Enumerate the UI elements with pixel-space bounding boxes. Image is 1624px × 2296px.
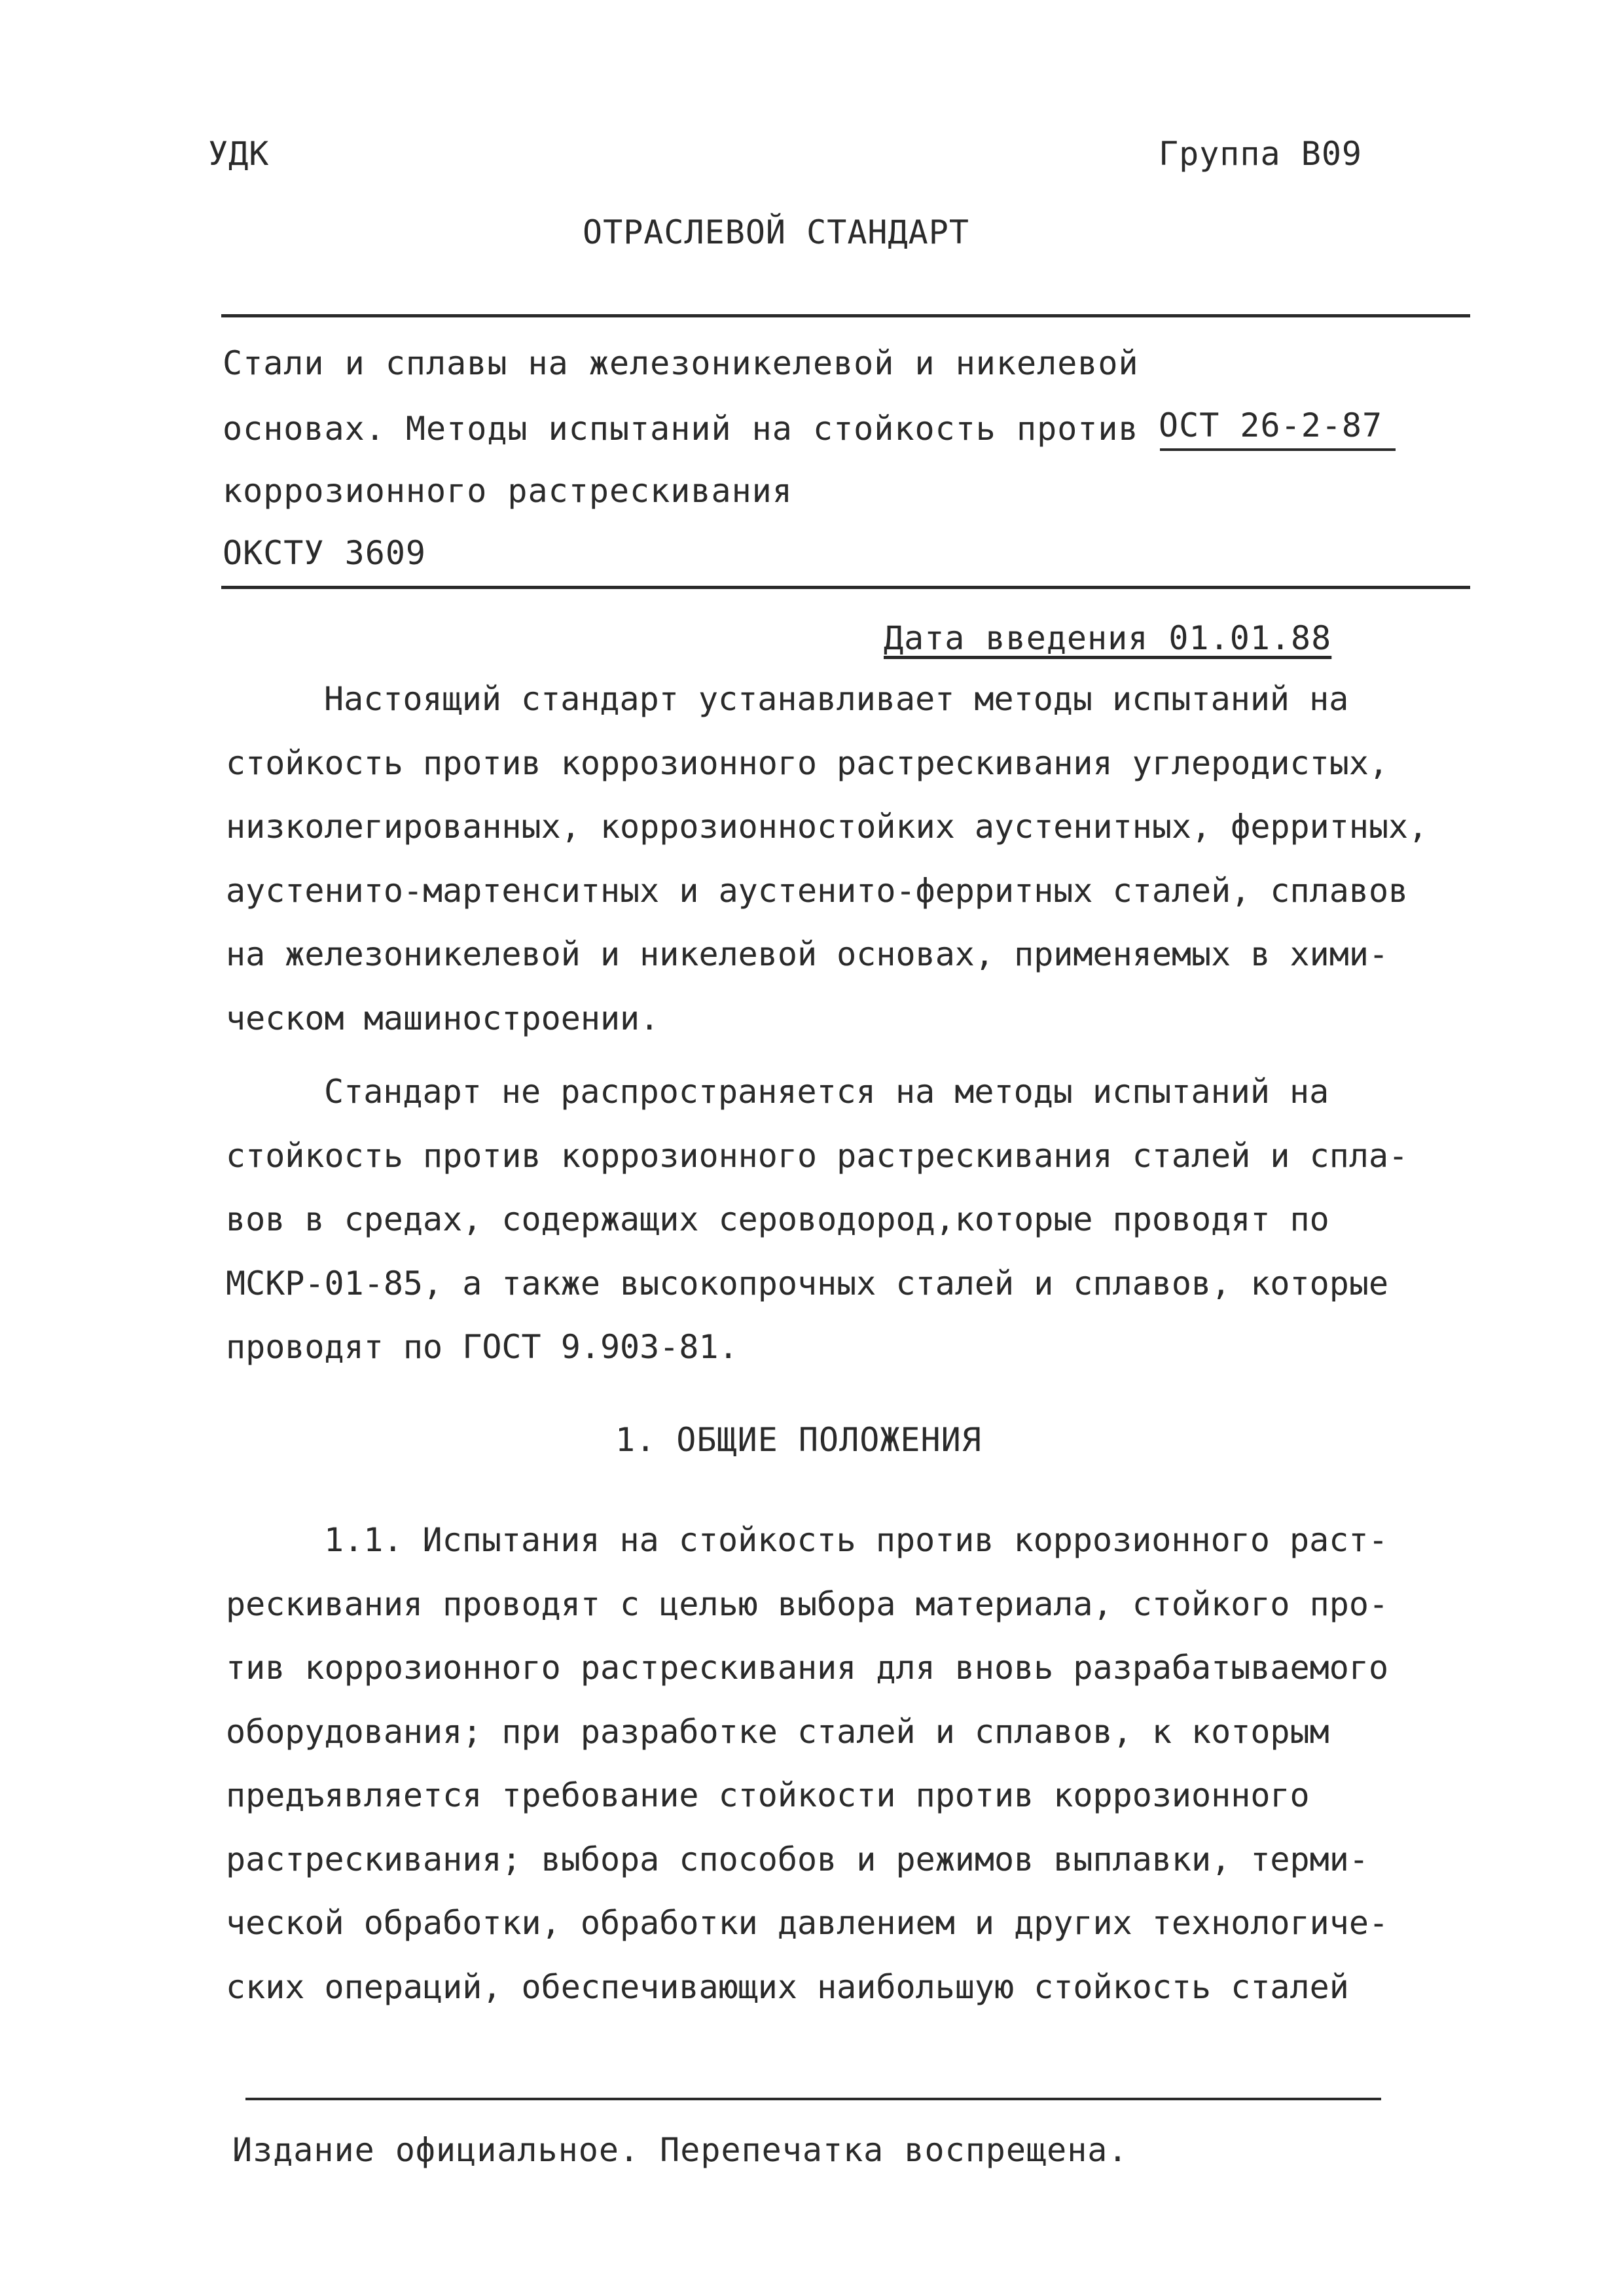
- standard-designation: ОСТ 26-2-87: [1159, 406, 1383, 444]
- paragraph-line: предъявляется требование стойкости против коррозионного: [226, 1776, 1310, 1814]
- group-label: Группа В09: [1159, 135, 1363, 173]
- paragraph-line: низколегированных, коррозионностойких аустенитных, ферритных,: [226, 808, 1428, 846]
- paragraph-line: Настоящий стандарт устанавливает методы испытаний на: [324, 680, 1349, 718]
- top-rule: [221, 314, 1470, 317]
- standard-title-line-1: Стали и сплавы на железоникелевой и никелевой: [223, 344, 1139, 382]
- paragraph-line: Стандарт не распространяется на методы испытаний на: [324, 1073, 1329, 1111]
- section-title: 1. ОБЩИЕ ПОЛОЖЕНИЯ: [615, 1421, 982, 1459]
- paragraph-line: оборудования; при разработке сталей и сплавов, к которым: [226, 1712, 1329, 1751]
- paragraph-line: стойкость против коррозионного растрескивания углеродистых,: [226, 744, 1389, 782]
- paragraph-line: проводят по ГОСТ 9.903-81.: [226, 1328, 738, 1366]
- paragraph-scope: [226, 668, 1463, 1050]
- standard-title-line-2: основах. Методы испытаний на стойкость против: [223, 410, 1139, 448]
- paragraph-line: 1.1. Испытания на стойкость против коррозионного раст-: [324, 1521, 1388, 1559]
- paragraph-line: тив коррозионного растрескивания для вновь разрабатываемого: [226, 1649, 1389, 1687]
- paragraph-exclusions: [226, 1060, 1463, 1380]
- introduction-date: Дата введения 01.01.88: [884, 619, 1332, 657]
- paragraph-line: вов в средах, содержащих сероводород,которые проводят по: [226, 1200, 1329, 1238]
- paragraph-1-1: [226, 1509, 1463, 2019]
- paragraph-line: растрескивания; выбора способов и режимов выплавки, терми-: [226, 1840, 1369, 1878]
- paragraph-line: на железоникелевой и никелевой основах, применяемых в хими-: [226, 935, 1389, 973]
- official-edition-note: Издание официальное. Перепечатка воспрещена.: [232, 2131, 1128, 2169]
- paragraph-line: ческом машиностроении.: [226, 999, 660, 1037]
- paragraph-line: МСКР-01-85, а также высокопрочных сталей и сплавов, которые: [226, 1264, 1389, 1302]
- okstu-code: ОКСТУ 3609: [223, 534, 427, 572]
- standard-title-line-3: коррозионного растрескивания: [223, 472, 793, 510]
- udk-label: УДК: [208, 135, 270, 173]
- footer-rule: [245, 2098, 1381, 2100]
- designation-underline: [1160, 448, 1396, 451]
- paragraph-line: стойкость против коррозионного растрескивания сталей и спла-: [226, 1136, 1409, 1175]
- paragraph-line: аустенито-мартенситных и аустенито-ферритных сталей, сплавов: [226, 871, 1409, 910]
- paragraph-line: рескивания проводят с целью выбора материала, стойкого про-: [226, 1585, 1389, 1623]
- paragraph-line: ских операций, обеспечивающих наибольшую стойкость сталей: [226, 1967, 1349, 2006]
- paragraph-line: ческой обработки, обработки давлением и других технологиче-: [226, 1904, 1389, 1942]
- title-bottom-rule: [221, 586, 1470, 589]
- document-type-title: ОТРАСЛЕВОЙ СТАНДАРТ: [583, 213, 969, 251]
